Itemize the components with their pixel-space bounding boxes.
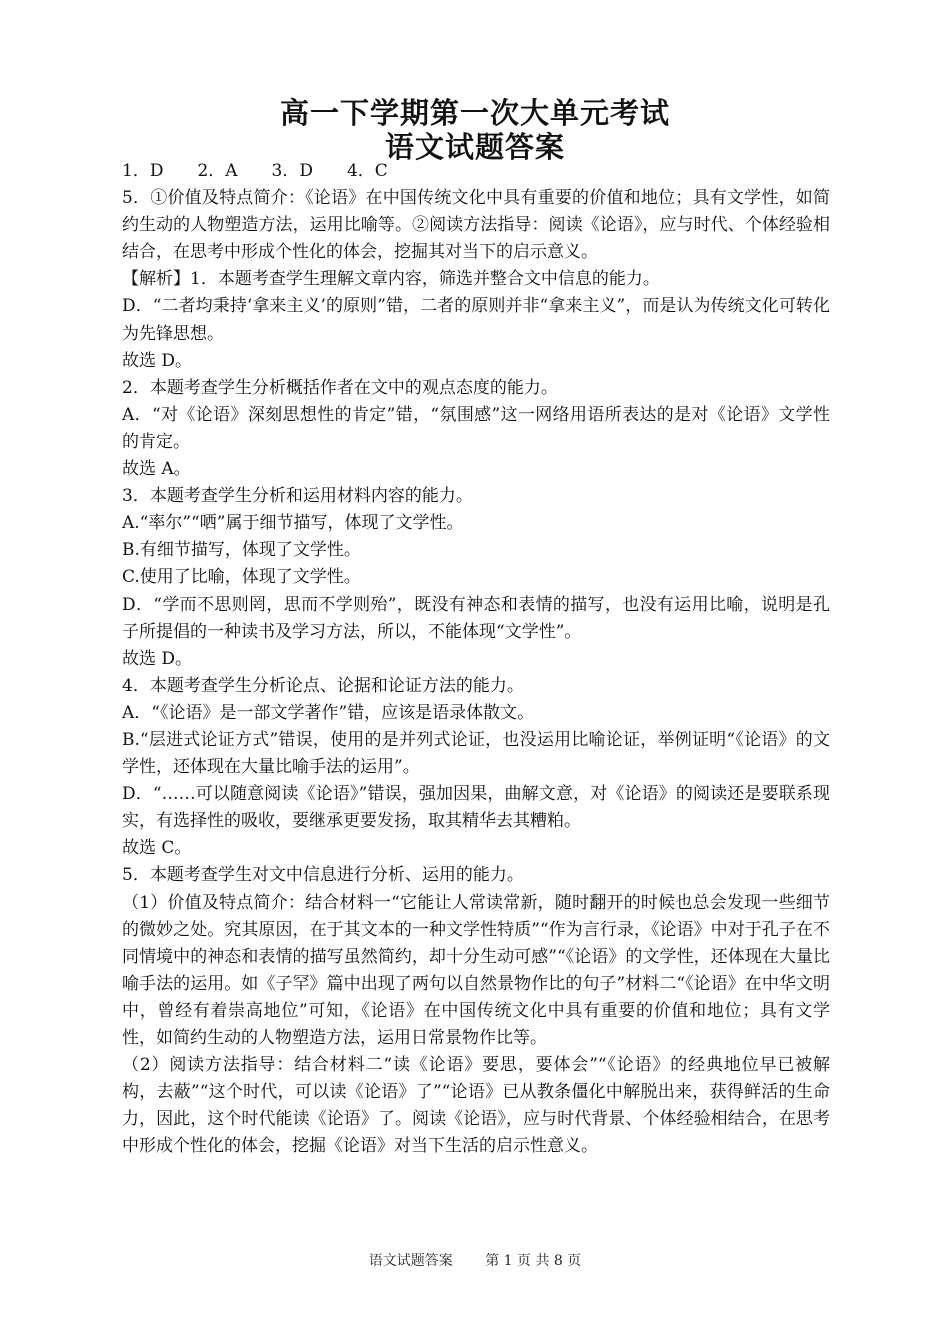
paragraph: B.“层进式论证方式”错误，使用的是并列式论证，也没运用比喻论证，举例证明“《论语》的文学性，还体现在大量比喻手法的运用”。 [122,729,830,778]
paragraph: 2．本题考查学生分析概括作者在文中的观点态度的能力。 [122,377,558,398]
footer-doc-label: 语文试题答案 [368,1253,453,1269]
paragraph: 5．①价值及特点简介：《论语》在中国传统文化中具有重要的价值和地位；具有文学性，如简约生动的人物塑造方法，运用比喻等。②阅读方法指导：阅读《论语》，应与时代、个体经验相结合，在思考中形成个性化的体会，挖掘其对当下的启示意义。 [122,188,830,263]
paragraph: （2）阅读方法指导：结合材料二“读《论语》要思，要体会”“《论语》的经典地位早已被解构，去蔽”“这个时代，可以读《论语》了”“论语》已从教条僵化中解脱出来，获得鲜活的生命力，因此，这个时代能读《论语》了。阅读《论语》，应与时代背景、个体经验相结合，在思考中形成个性化的体会，挖掘《论语》对当下生活的启示性意义。 [122,1055,830,1157]
paragraph: D．“……可以随意阅读《论语》”错误，强加因果，曲解文意，对《论语》的阅读还是要联系现实，有选择性的吸收，要继承更要发扬，取其精华去其糟粕。 [122,784,830,832]
paragraph: A．“对《论语》深刻思想性的肯定”错，“氛围感”这一网络用语所表达的是对《论语》文学性的肯定。 [122,404,830,452]
paragraph: D．“二者均秉持‘拿来主义’的原则”错，二者的原则并非“拿来主义”，而是认为传统文化可转化为先锋思想。 [122,296,830,344]
paragraph: A.“率尔”“哂”属于细节描写，体现了文学性。 [122,513,464,534]
page-footer [0,1250,950,1270]
paragraph: 故选 C。 [122,838,192,859]
answers-line: 1．D 2．A 3．D 4．C [122,161,388,181]
paragraph: 5．本题考查学生对文中信息进行分析、运用的能力。 [122,865,524,886]
paragraph: 故选 A。 [122,459,191,480]
paragraph: 4．本题考查学生分析论点、论据和论证方法的能力。 [122,675,524,696]
paragraph: 故选 D。 [122,648,193,669]
paragraph: （1）价值及特点简介：结合材料一“它能让人常读常新，随时翻开的时候也总会发现一些细节的微妙之处。究其原因，在于其文本的一种文学性特质”“作为言行录，《论语》中对于孔子在不同情境中的神态和表情的描写虽然简约，却十分生动可感”“《论语》的文学性，还体现在大量比喻手法的运用。如《子罕》篇中出现了两句以自然景物作比的句子”材料二“《论语》在中华文明中，曾经有着崇高地位”可知，《论语》在中国传统文化中具有重要的价值和地位；具有文学性，如简约生动的人物塑造方法，运用日常景物作比等。 [122,892,830,1048]
title-block [0,96,950,164]
page-subtitle: 语文试题答案 [384,130,565,164]
paragraph: B.有细节描写，体现了文学性。 [122,540,361,561]
paragraph: A．“《论语》是一部文学著作”错，应该是语录体散文。 [122,702,535,723]
page-title: 高一下学期第一次大单元考试 [279,96,670,130]
paragraph: 故选 D。 [122,350,193,371]
paragraph: D．“学而不思则罔，思而不学则殆”，既没有神态和表情的描写，也没有运用比喻，说明是孔子所提倡的一种读书及学习方法，所以，不能体现“文学性”。 [122,594,830,642]
paragraph: C.使用了比喻，体现了文学性。 [122,567,361,588]
paragraph: 3．本题考查学生分析和运用材料内容的能力。 [122,486,473,507]
paragraph: 【解析】1．本题考查学生理解文章内容，筛选并整合文中信息的能力。 [122,269,660,290]
footer-page-info: 第 1 页 共 8 页 [485,1253,582,1269]
answer-content [122,158,830,1160]
